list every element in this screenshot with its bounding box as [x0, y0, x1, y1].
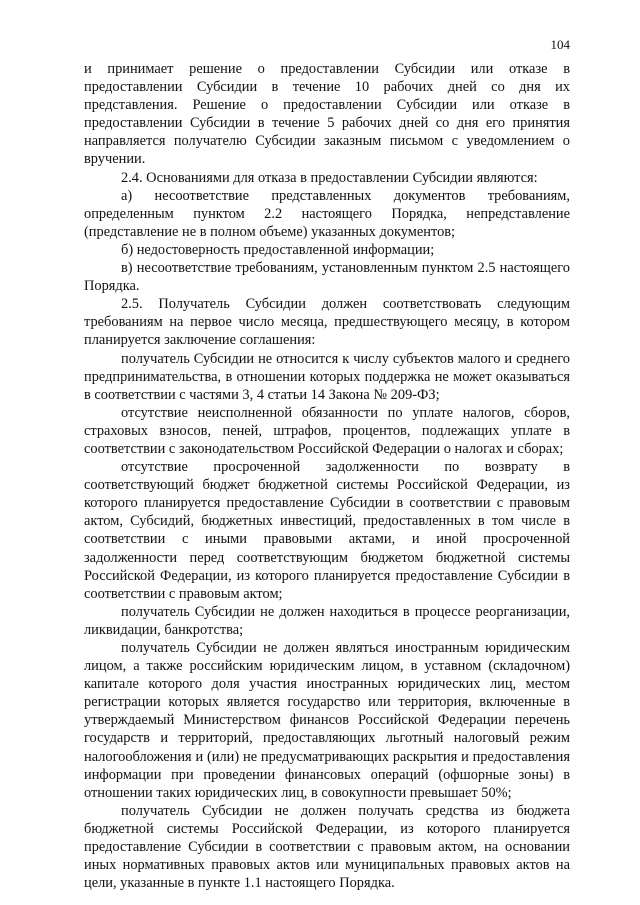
page-number: 104: [550, 37, 570, 52]
paragraph-2-4-b: б) недостоверность предоставленной информации;: [121, 241, 435, 258]
paragraph-2-4-v: в) несоответствие требованиям, установленным пунктом 2.5 настоящего Порядка.: [84, 260, 570, 295]
paragraph-2-5-heading: 2.5. Получатель Субсидии должен соответствовать следующим требованиям на первое число месяца, предшествующего месяцу, в котором планируется заключение соглашения:: [84, 296, 570, 349]
requirement-no-reorganization: получатель Субсидии не должен находиться в процессе реорганизации, ликвидации, банкротства;: [84, 603, 570, 638]
requirement-no-tax-debt: отсутствие неисполненной обязанности по уплате налогов, сборов, страховых взносов, пеней, штрафов, процентов, подлежащих уплате в соответствии с законодательством Российской Федерации о налогах и сборах;: [84, 404, 570, 457]
requirement-no-overdue-debt: отсутствие просроченной задолженности по возврату в соответствующий бюджет бюджетной системы Российской Федерации, из которого планируется предоставление Субсидии в соответствии с правовым актом, Субсидий, бюджетных инвестиций, предоставленных в том числе в соответствии с иными правовыми актами, и иной просроченной задолженности перед соответствующим бюджетом бюджетной системы Российской Федерации, из которого планируется предоставление Субсидии в соответствии с правовым актом;: [84, 459, 570, 602]
requirement-not-small-business: получатель Субсидии не относится к числу субъектов малого и среднего предпринимательства, в отношении которых поддержка не может оказываться в соответствии с частями 3, 4 статьи 14 Закона № 209-ФЗ;: [84, 350, 570, 403]
paragraph-decision-intro: и принимает решение о предоставлении Субсидии или отказе в предоставлении Субсидии в течение 10 рабочих дней со дня их представления. Решение о предоставлении Субсидии или отказе в предоставлении Субсидии в течение 5 рабочих дней со дня его принятия направляется получателю Субсидии заказным письмом с уведомлением о вручении.: [84, 61, 570, 168]
requirement-not-foreign-entity: получатель Субсидии не должен являться иностранным юридическим лицом, а также российским юридическим лицом, в уставном (складочном) капитале которого доля участия иностранных юридических лиц, местом регистрации которых является государство или территория, включенные в утверждаемый Министерством финансов Российской Федерации перечень государств и территорий, предоставляющих льготный налоговый режим налогообложения и (или) не предусматривающих раскрытия и предоставления информации при проведении финансовых операций (офшорные зоны) в отношении таких юридических лиц, в совокупности превышает 50%;: [84, 640, 570, 801]
paragraph-2-4-a: а) несоответствие представленных документов требованиям, определенным пунктом 2.2 настоящего Порядка, непредставление (представление не в полном объеме) указанных документов;: [84, 187, 570, 240]
document-body: [84, 60, 570, 892]
requirement-no-other-funding: получатель Субсидии не должен получать средства из бюджета бюджетной системы Российской Федерации, из которого планируется предоставление Субсидии в соответствии с правовым актом, на основании иных нормативных правовых актов или муниципальных правовых актов на цели, указанные в пункте 1.1 настоящего Порядка.: [84, 802, 570, 892]
paragraph-2-4-heading: 2.4. Основаниями для отказа в предоставлении Субсидии являются:: [121, 169, 538, 186]
